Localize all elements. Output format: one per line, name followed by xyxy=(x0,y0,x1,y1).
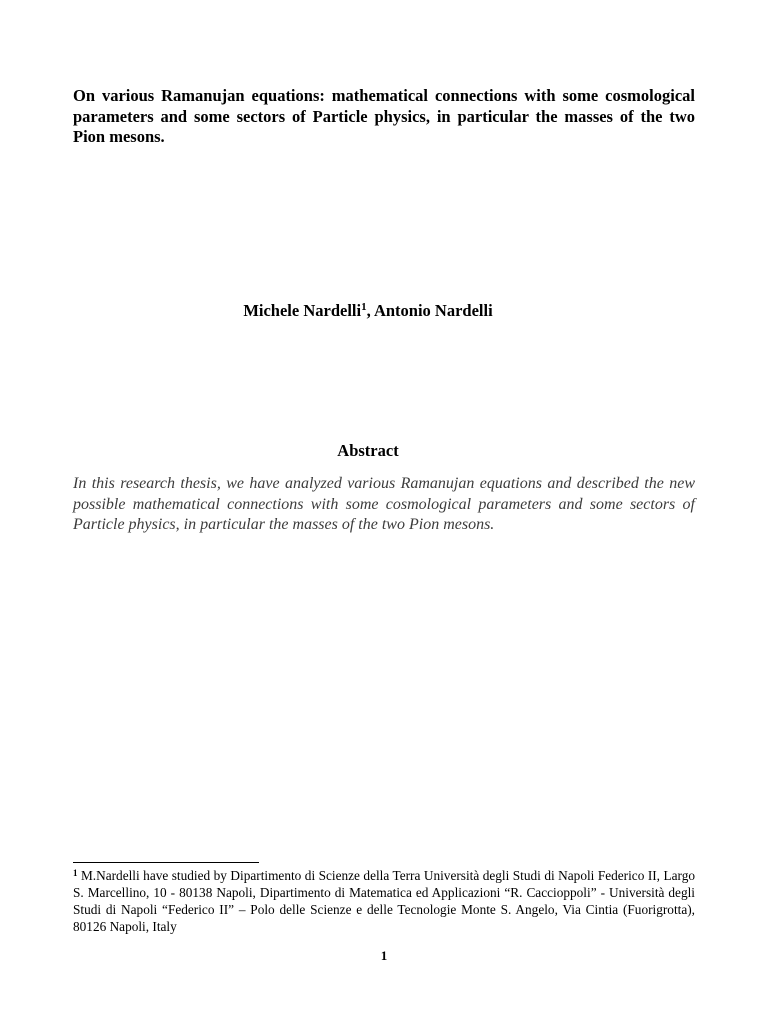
author-line xyxy=(0,301,736,321)
footnote-text: M.Nardelli have studied by Dipartimento di Scienze della Terra Università degli Studi di Napoli Federico II, Largo S. Marcellino, 10 - 80138 Napoli, Dipartimento di Matematica ed Applicazioni “R. Caccioppoli” - Università degli Studi di Napoli “Federico II” – Polo delle Scienze e delle Tecnologie Monte S. Angelo, Via Cintia (Fuorigrotta), 80126 Napoli, Italy xyxy=(73,868,695,934)
footnote xyxy=(73,867,695,935)
abstract-body: In this research thesis, we have analyzed various Ramanujan equations and described the new possible mathematical connections with some cosmological parameters and some sectors of Particle physics, in particular the masses of the two Pion mesons. xyxy=(73,475,695,533)
author-michele-nardelli: Michele Nardelli xyxy=(243,301,362,320)
paper-title: On various Ramanujan equations: mathematical connections with some cosmological parameters and some sectors of Particle physics, in particular the masses of the two Pion mesons. xyxy=(73,86,695,146)
footnote-separator-rule xyxy=(73,862,259,863)
author-footnote-marker[interactable]: 1 xyxy=(361,301,367,313)
abstract-heading: Abstract xyxy=(337,441,399,460)
page-number: 1 xyxy=(380,948,388,963)
footnote-marker: 1 xyxy=(73,868,78,878)
author-separator: , xyxy=(366,301,374,320)
author-antonio-nardelli: Antonio Nardelli xyxy=(373,301,493,320)
